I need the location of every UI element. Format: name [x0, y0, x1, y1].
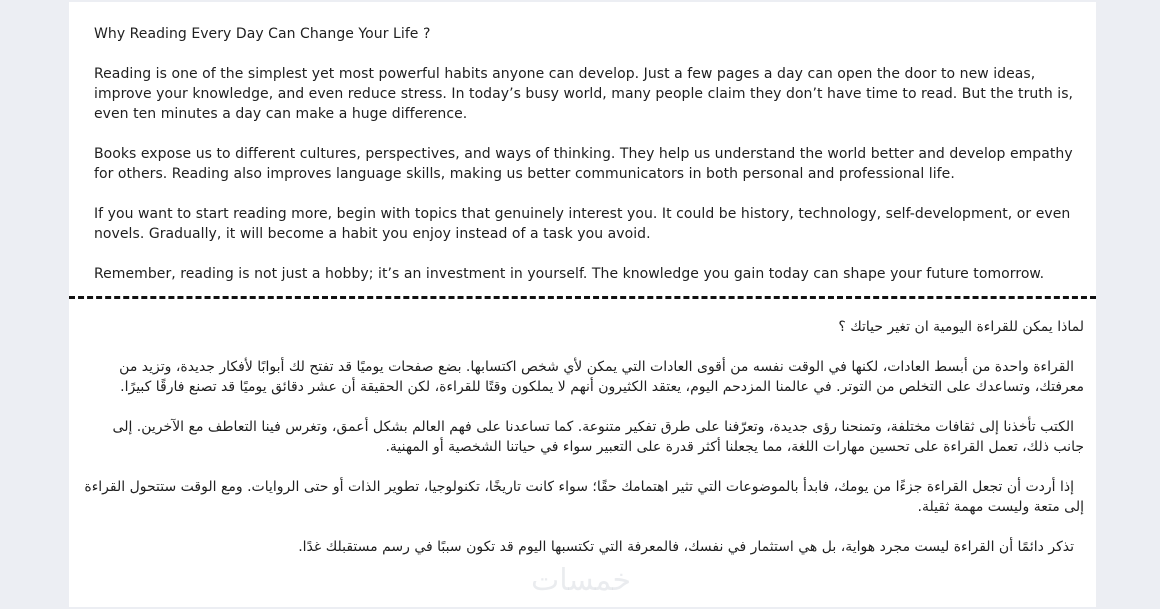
english-paragraph-2: Books expose us to different cultures, perspectives, and ways of thinking. They help us understand the world better and develop empathy for others. Reading also improves language skills, making us better communicators in both personal and professional life.	[94, 146, 1073, 182]
document-page	[69, 2, 1096, 607]
arabic-paragraph-4: تذكر دائمًا أن القراءة ليست مجرد هواية، بل هي استثمار في نفسك، فالمعرفة التي تكتسبها اليوم قد تكون سببًا في رسم مستقبلك غدًا.	[298, 539, 1074, 555]
english-title: Why Reading Every Day Can Change Your Life ?	[94, 26, 431, 42]
arabic-paragraph-2: الكتب تأخذنا إلى ثقافات مختلفة، وتمنحنا رؤى جديدة، وتعرّفنا على طرق تفكير متنوعة. كما تساعدنا على فهم العالم بشكل أعمق، وتغرس فينا التعاطف مع الآخرين. إلى جانب ذلك، تعمل القراءة على تحسين مهارات اللغة، مما يجعلنا أكثر قدرة على التعبير سواء في حياتنا الشخصية أو المهنية.	[112, 419, 1084, 455]
arabic-paragraph-1: القراءة واحدة من أبسط العادات، لكنها في الوقت نفسه من أقوى العادات التي يمكن لأي شخص اكتسابها. بضع صفحات يوميًا قد تفتح لك أبوابًا لأفكار جديدة، وتزيد من معرفتك، وتساعدك على التخلص من التوتر. في عالمنا المزدحم اليوم، يعتقد الكثيرون أنهم لا يملكون وقتًا للقراءة، لكن الحقيقة أن عشر دقائق يوميًا قد تصنع فارقًا كبيرًا.	[119, 359, 1084, 395]
english-paragraph-4: Remember, reading is not just a hobby; it’s an investment in yourself. The knowledge you gain today can shape your future tomorrow.	[94, 266, 1045, 282]
english-paragraph-1: Reading is one of the simplest yet most powerful habits anyone can develop. Just a few pages a day can open the door to new ideas, improve your knowledge, and even reduce stress. In today’s busy world, many people claim they don’t have time to read. But the truth is, even ten minutes a day can make a huge difference.	[94, 66, 1074, 122]
arabic-title: لماذا يمكن للقراءة اليومية ان تغير حياتك ؟	[838, 319, 1084, 335]
arabic-section	[80, 317, 1084, 577]
section-divider	[69, 296, 1096, 299]
watermark-logo: خمسات	[530, 563, 631, 598]
english-section	[94, 24, 1084, 304]
arabic-paragraph-3: إذا أردت أن تجعل القراءة جزءًا من يومك، فابدأ بالموضوعات التي تثير اهتمامك حقًا؛ سواء كانت تاريخًا، تكنولوجيا، تطوير الذات أو حتى الروايات. ومع الوقت ستتحول القراءة إلى متعة وليست مهمة ثقيلة.	[84, 479, 1084, 515]
english-paragraph-3: If you want to start reading more, begin with topics that genuinely interest you. It could be history, technology, self-development, or even novels. Gradually, it will become a habit you enjoy instead of a task you avoid.	[94, 206, 1071, 242]
